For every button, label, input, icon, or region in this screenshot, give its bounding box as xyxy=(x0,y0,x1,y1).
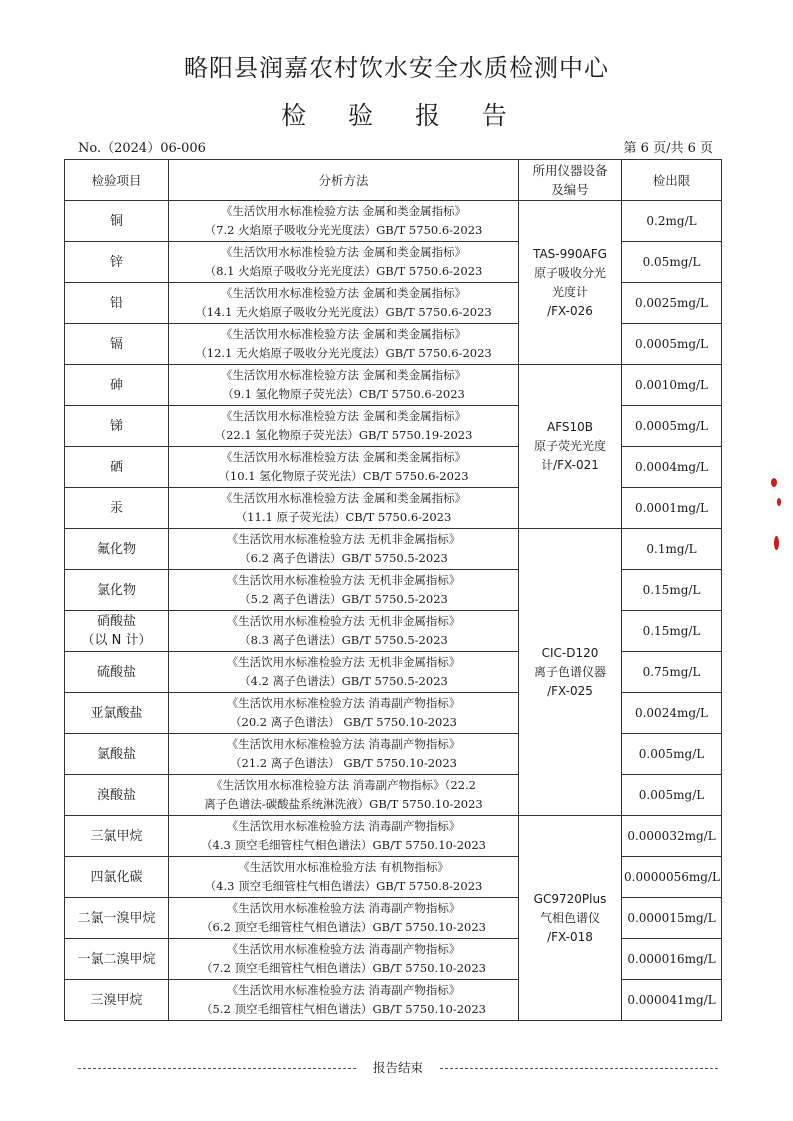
analysis-method: 《生活饮用水标准检验方法 消毒副产物指标》 （5.2 顶空毛细管柱气相色谱法）GB/T 5750.10-2023 xyxy=(169,980,519,1021)
table-row xyxy=(65,816,722,857)
analysis-method: 《生活饮用水标准检验方法 金属和类金属指标》 （8.1 火焰原子吸收分光光度法）GB/T 5750.6-2023 xyxy=(169,242,519,283)
detection-limit: 0.05mg/L xyxy=(622,242,722,283)
analysis-method: 《生活饮用水标准检验方法 金属和类金属指标》 （7.2 火焰原子吸收分光光度法）GB/T 5750.6-2023 xyxy=(169,201,519,242)
analysis-method: 《生活饮用水标准检验方法 无机非金属指标》 （8.3 离子色谱法）GB/T 5750.5-2023 xyxy=(169,611,519,652)
table-row xyxy=(65,283,722,324)
report-end-text: 报告结束 xyxy=(372,1060,423,1075)
detection-limit: 0.000016mg/L xyxy=(622,939,722,980)
report-title: 检 验 报 告 xyxy=(281,101,524,130)
detection-limit: 0.1mg/L xyxy=(622,529,722,570)
table-row xyxy=(65,775,722,816)
analysis-method: 《生活饮用水标准检验方法 消毒副产物指标》 （6.2 顶空毛细管柱气相色谱法）GB/T 5750.10-2023 xyxy=(169,898,519,939)
table-row xyxy=(65,406,722,447)
test-item-name: 三溴甲烷 xyxy=(65,980,169,1021)
analysis-method: 《生活饮用水标准检验方法 无机非金属指标》 （5.2 离子色谱法）GB/T 5750.5-2023 xyxy=(169,570,519,611)
report-end-footer xyxy=(78,1058,718,1078)
table-row xyxy=(65,570,722,611)
table-row xyxy=(65,939,722,980)
test-item-name: 亚氯酸盐 xyxy=(65,693,169,734)
detection-limit: 0.0005mg/L xyxy=(622,324,722,365)
test-item-name: 溴酸盐 xyxy=(65,775,169,816)
analysis-method: 《生活饮用水标准检验方法 金属和类金属指标》 （22.1 氢化物原子荧光法）GB/T 5750.19-2023 xyxy=(169,406,519,447)
detection-limit: 0.0024mg/L xyxy=(622,693,722,734)
test-item-name: 四氯化碳 xyxy=(65,857,169,898)
analysis-method: 《生活饮用水标准检验方法 消毒副产物指标》 （20.2 离子色谱法） GB/T 5750.10-2023 xyxy=(169,693,519,734)
table-row xyxy=(65,242,722,283)
table-row xyxy=(65,857,722,898)
detection-limit: 0.75mg/L xyxy=(622,652,722,693)
test-item-name: 镉 xyxy=(65,324,169,365)
detection-limit: 0.2mg/L xyxy=(622,201,722,242)
document-number: No.（2024）06-006 xyxy=(78,141,206,156)
detection-limit: 0.0004mg/L xyxy=(622,447,722,488)
test-item-name: 锑 xyxy=(65,406,169,447)
table-row xyxy=(65,324,722,365)
table-row xyxy=(65,611,722,652)
column-header-equipment: 所用仪器设备 及编号 xyxy=(519,160,622,201)
test-item-name: 二氯一溴甲烷 xyxy=(65,898,169,939)
detection-limit: 0.0010mg/L xyxy=(622,365,722,406)
equipment-name: GC9720Plus 气相色谱仪 /FX-018 xyxy=(519,816,622,1021)
equipment-name: TAS-990AFG 原子吸收分光 光度计 /FX-026 xyxy=(519,201,622,365)
detection-limit: 0.000032mg/L xyxy=(622,816,722,857)
table-row xyxy=(65,488,722,529)
seal-fragment-mark xyxy=(777,498,781,506)
equipment-name: AFS10B 原子荧光光度 计/FX-021 xyxy=(519,365,622,529)
table-row xyxy=(65,898,722,939)
analysis-method: 《生活饮用水标准检验方法 金属和类金属指标》 （12.1 无火焰原子吸收分光光度法）GB/T 5750.6-2023 xyxy=(169,324,519,365)
test-item-name: 三氯甲烷 xyxy=(65,816,169,857)
analysis-method: 《生活饮用水标准检验方法 无机非金属指标》 （6.2 离子色谱法）GB/T 5750.5-2023 xyxy=(169,529,519,570)
detection-limit: 0.0000056mg/L xyxy=(622,857,722,898)
column-header-limit: 检出限 xyxy=(622,160,722,201)
footer-divider-right xyxy=(440,1068,718,1069)
detection-limit: 0.15mg/L xyxy=(622,611,722,652)
page-indicator: 第 6 页/共 6 页 xyxy=(623,141,713,156)
analysis-method: 《生活饮用水标准检验方法 消毒副产物指标》（22.2 离子色谱法-碳酸盐系统淋洗液）GB/T 5750.10-2023 xyxy=(169,775,519,816)
analysis-method: 《生活饮用水标准检验方法 无机非金属指标》 （4.2 离子色谱法）GB/T 5750.5-2023 xyxy=(169,652,519,693)
test-item-name: 铜 xyxy=(65,201,169,242)
column-header-item: 检验项目 xyxy=(65,160,169,201)
table-row xyxy=(65,734,722,775)
test-item-name: 锌 xyxy=(65,242,169,283)
table-row xyxy=(65,447,722,488)
detection-limit: 0.0025mg/L xyxy=(622,283,722,324)
detection-limit: 0.000041mg/L xyxy=(622,980,722,1021)
analysis-method: 《生活饮用水标准检验方法 金属和类金属指标》 （10.1 氢化物原子荧光法）CB/T 5750.6-2023 xyxy=(169,447,519,488)
test-item-name: 铅 xyxy=(65,283,169,324)
table-row xyxy=(65,980,722,1021)
test-item-name: 一氯二溴甲烷 xyxy=(65,939,169,980)
test-item-name: 汞 xyxy=(65,488,169,529)
detection-limit: 0.005mg/L xyxy=(622,734,722,775)
analysis-method: 《生活饮用水标准检验方法 金属和类金属指标》 （9.1 氢化物原子荧光法）CB/T 5750.6-2023 xyxy=(169,365,519,406)
detection-limit: 0.000015mg/L xyxy=(622,898,722,939)
analysis-method: 《生活饮用水标准检验方法 消毒副产物指标》 （4.3 顶空毛细管柱气相色谱法）GB/T 5750.10-2023 xyxy=(169,816,519,857)
column-header-method: 分析方法 xyxy=(169,160,519,201)
table-row xyxy=(65,201,722,242)
table-row xyxy=(65,529,722,570)
test-item-name: 氯化物 xyxy=(65,570,169,611)
analysis-method: 《生活饮用水标准检验方法 金属和类金属指标》 （11.1 原子荧光法）CB/T 5750.6-2023 xyxy=(169,488,519,529)
analysis-method: 《生活饮用水标准检验方法 金属和类金属指标》 （14.1 无火焰原子吸收分光光度法）GB/T 5750.6-2023 xyxy=(169,283,519,324)
test-item-name: 砷 xyxy=(65,365,169,406)
detection-limit: 0.15mg/L xyxy=(622,570,722,611)
table-row xyxy=(65,693,722,734)
organization-title: 略阳县润嘉农村饮水安全水质检测中心 xyxy=(184,54,609,82)
detection-limit: 0.005mg/L xyxy=(622,775,722,816)
test-item-name: 氟化物 xyxy=(65,529,169,570)
equipment-name: CIC-D120 离子色谱仪器 /FX-025 xyxy=(519,529,622,816)
analysis-method: 《生活饮用水标准检验方法 有机物指标》 （4.3 顶空毛细管柱气相色谱法）GB/T 5750.8-2023 xyxy=(169,857,519,898)
test-items-table xyxy=(64,159,722,1021)
test-item-name: 硫酸盐 xyxy=(65,652,169,693)
seal-fragment-mark xyxy=(771,478,777,487)
table-row xyxy=(65,365,722,406)
table-row xyxy=(65,652,722,693)
seal-fragment-mark xyxy=(774,536,779,550)
detection-limit: 0.0001mg/L xyxy=(622,488,722,529)
test-item-name: 硒 xyxy=(65,447,169,488)
test-item-name: 硝酸盐 （以 N 计） xyxy=(65,611,169,652)
analysis-method: 《生活饮用水标准检验方法 消毒副产物指标》 （21.2 离子色谱法） GB/T 5750.10-2023 xyxy=(169,734,519,775)
test-item-name: 氯酸盐 xyxy=(65,734,169,775)
detection-limit: 0.0005mg/L xyxy=(622,406,722,447)
analysis-method: 《生活饮用水标准检验方法 消毒副产物指标》 （7.2 顶空毛细管柱气相色谱法）GB/T 5750.10-2023 xyxy=(169,939,519,980)
